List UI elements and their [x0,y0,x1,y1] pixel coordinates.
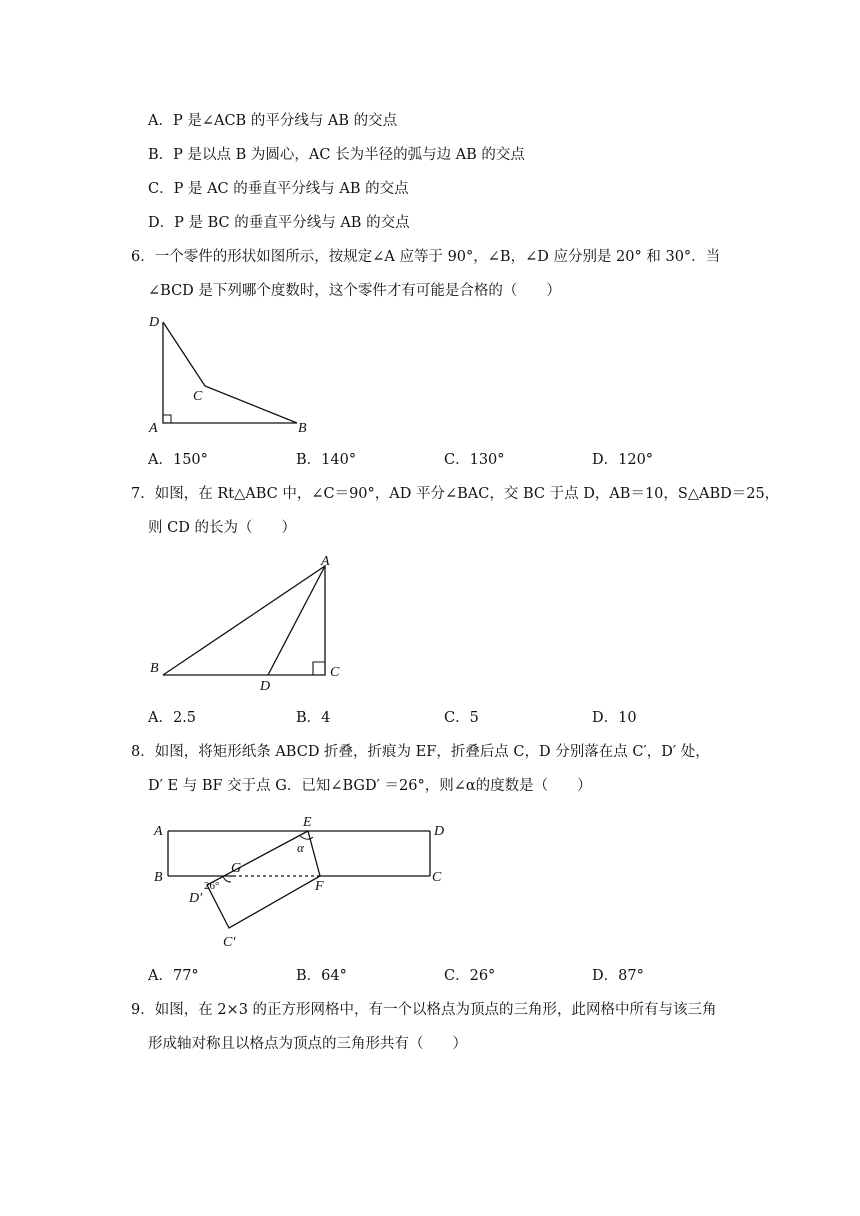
q6-stem-line1: 6．一个零件的形状如图所示，按规定∠A 应等于 90°，∠B，∠D 应分别是 20° 和 30°．当 [131,249,721,265]
q7-figure [145,550,355,695]
q6-figure [145,310,320,440]
q8-label-f: F [315,879,324,894]
q8-option-d: D．87° [592,968,644,984]
q8-stem-line2: D′ E 与 BF 交于点 G．已知∠BGD′ ＝26°，则∠α的度数是（ ） [148,778,592,794]
q5-option-c: C．P 是 AC 的垂直平分线与 AB 的交点 [148,181,409,197]
q6-label-c: C [193,389,203,404]
q8-label-c-prime: C′ [223,935,236,950]
q8-label-c: C [432,870,442,885]
q5-option-b: B．P 是以点 B 为圆心，AC 长为半径的弧与边 AB 的交点 [148,147,525,163]
q6-option-b: B．140° [296,452,357,468]
q8-label-26-deg: 26° [204,880,220,892]
q8-figure [145,810,465,955]
q7-stem-line2: 则 CD 的长为（ ） [148,520,296,536]
q9-stem-line2: 形成轴对称且以格点为顶点的三角形共有（ ） [148,1036,467,1052]
q8-label-b: B [154,870,163,885]
q8-label-alpha: α [297,840,304,855]
q6-stem-line2: ∠BCD 是下列哪个度数时，这个零件才有可能是合格的（ ） [148,283,561,299]
q8-label-e: E [303,815,312,830]
q7-option-d: D．10 [592,710,637,726]
q9-stem-line1: 9．如图，在 2×3 的正方形网格中，有一个以格点为顶点的三角形，此网格中所有与该三角 [131,1002,717,1018]
q6-option-a: A．150° [148,452,208,468]
q8-stem-line1: 8．如图，将矩形纸条 ABCD 折叠，折痕为 EF，折叠后点 C，D 分别落在点 C′，D′ 处， [131,744,710,760]
q7-option-a: A．2.5 [148,710,197,726]
q6-label-d: D [149,315,160,330]
q7-label-a: A [321,554,330,569]
q7-label-c: C [330,665,340,680]
q8-label-g: G [231,861,242,876]
q5-option-a: A．P 是∠ACB 的平分线与 AB 的交点 [148,113,398,129]
q8-option-b: B．64° [296,968,347,984]
q5-option-d: D．P 是 BC 的垂直平分线与 AB 的交点 [148,215,410,231]
q8-label-a: A [154,824,163,839]
q8-option-c: C．26° [444,968,496,984]
q6-label-b: B [298,421,307,436]
q7-stem-line1: 7．如图，在 Rt△ABC 中，∠C＝90°，AD 平分∠BAC，交 BC 于点 D，AB＝10，S△ABD＝25， [131,486,780,502]
q8-option-a: A．77° [148,968,199,984]
q8-label-d-prime: D′ [189,891,203,906]
q6-option-c: C．130° [444,452,505,468]
q6-option-d: D．120° [592,452,654,468]
q8-label-d: D [434,824,445,839]
q7-option-b: B．4 [296,710,331,726]
q7-label-d: D [260,679,271,694]
q7-option-c: C．5 [444,710,479,726]
q6-label-a: A [149,421,158,436]
q7-label-b: B [150,661,159,676]
